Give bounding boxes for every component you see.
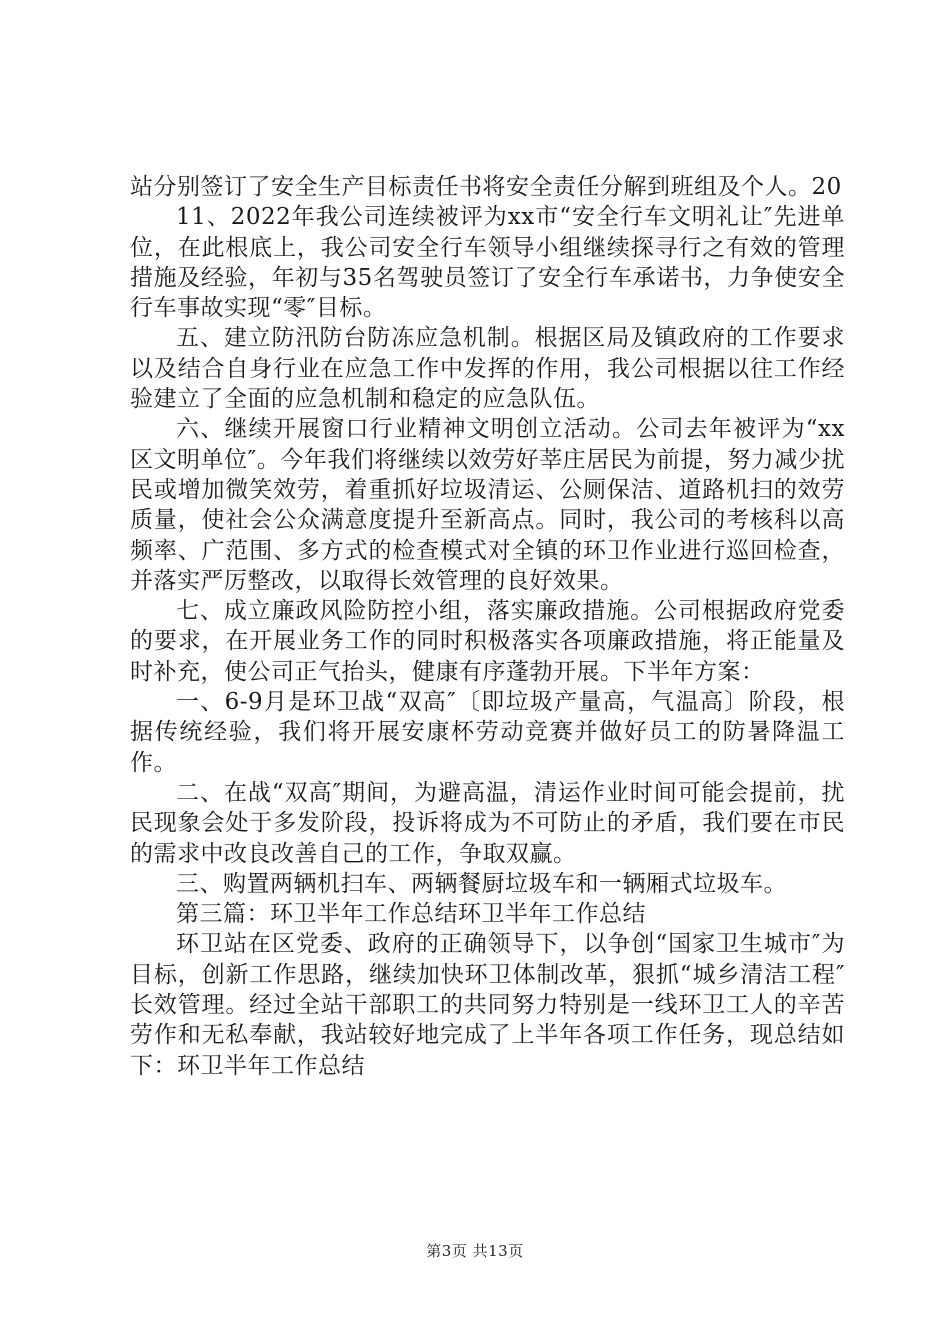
paragraph-5: 七、成立廉政风险防控小组，落实廉政措施。公司根据政府党委的要求，在开展业务工作的同时积极落实各项廉政措施，将正能量及时补充，使公司正气抬头，健康有序蓬勃开展。下半年方案： <box>130 598 845 685</box>
paragraph-8: 三、购置两辆机扫车、两辆餐厨垃圾车和一辆厢式垃圾车。 <box>176 870 787 897</box>
page-footer: 第3页 共13页 <box>426 1242 524 1260</box>
paragraph-10: 环卫站在区党委、政府的正确领导下，以争创“国家卫生城市″为目标，创新工作思路，继续加快环卫体制改革，狠抓“城乡清洁工程″长效管理。经过全站干部职工的共同努力特别是一线环卫工人的辛苦劳作和无私奉献，我站较好地完成了上半年各项工作任务，现总结如下：环卫半年工作总结 <box>130 931 845 1079</box>
document-body <box>130 172 845 1081</box>
paragraph-7: 二、在战“双高″期间，为避高温，清运作业时间可能会提前，扰民现象会处于多发阶段，投诉将成为不可防止的矛盾，我们要在市民的需求中改良改善自己的工作，争取双赢。 <box>130 779 845 867</box>
paragraph-1: 站分别签订了安全生产目标责任书将安全责任分解到班组及个人。20 <box>130 174 842 200</box>
paragraph-6: 一、6-9月是环卫战“双高″〔即垃圾产量高，气温高〕阶段，根据传统经验，我们将开展安康杯劳动竞赛并做好员工的防暑降温工作。 <box>130 689 845 776</box>
paragraph-4: 六、继续开展窗口行业精神文明创立活动。公司去年被评为“xx区文明单位″。今年我们将继续以效劳好莘庄居民为前提，努力减少扰民或增加微笑效劳，着重抓好垃圾清运、公厕保洁、道路机扫的效劳质量，使社会公众满意度提升至新高点。同时，我公司的考核科以高频率、广范围、多方式的检查模式对全镇的环卫作业进行巡回检查，并落实严厉整改，以取得长效管理的良好效果。 <box>130 416 845 594</box>
paragraph-9: 第三篇：环卫半年工作总结环卫半年工作总结 <box>176 901 646 928</box>
paragraph-3: 五、建立防汛防台防冻应急机制。根据区局及镇政府的工作要求以及结合自身行业在应急工作中发挥的作用，我公司根据以往工作经验建立了全面的应急机制和稳定的应急队伍。 <box>130 325 845 413</box>
paragraph-2: 11、2022年我公司连续被评为xx市“安全行车文明礼让″先进单位，在此根底上，我公司安全行车领导小组继续探寻行之有效的管理措施及经验，年初与35名驾驶员签订了安全行车承诺书，力争使安全行车事故实现“零″目标。 <box>130 204 845 322</box>
